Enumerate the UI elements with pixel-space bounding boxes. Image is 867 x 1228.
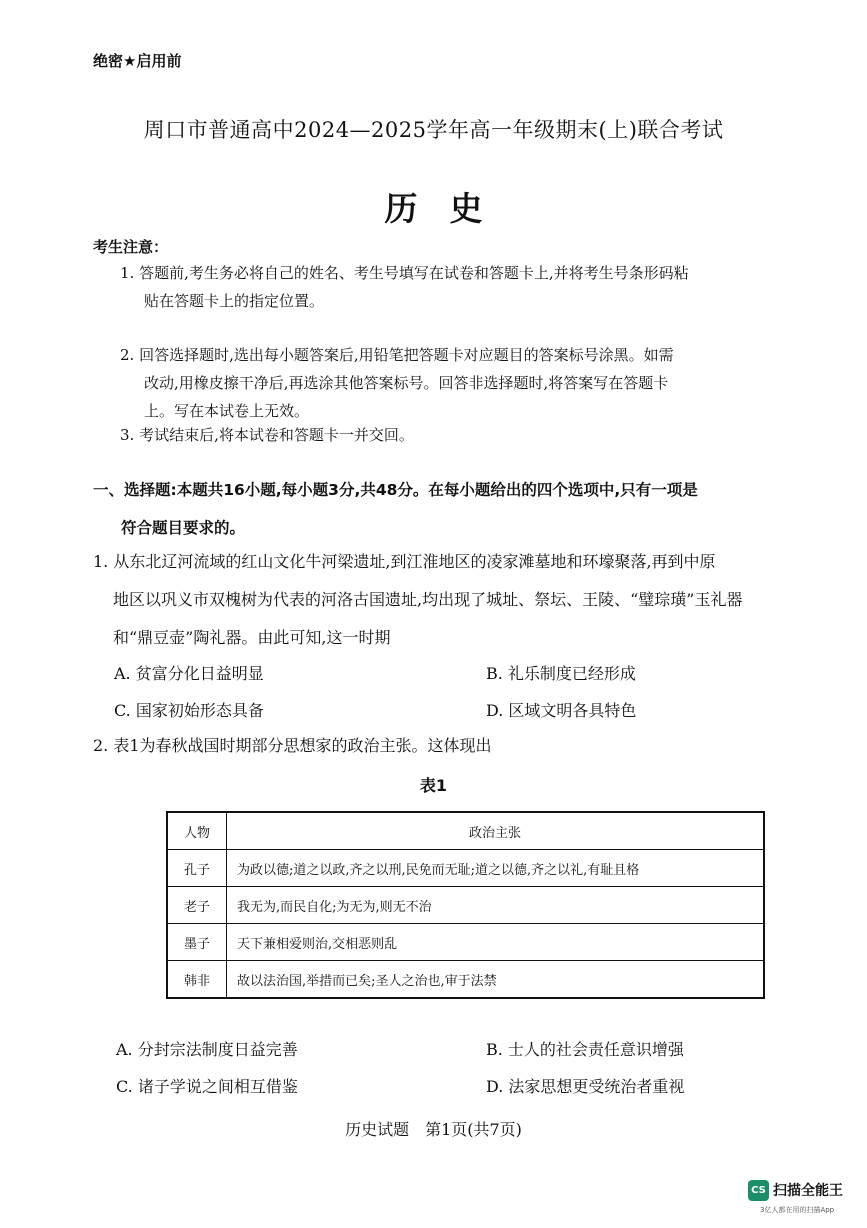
camscanner-tagline: 3亿人都在用的扫描App	[760, 1206, 835, 1214]
table-header-cell: 政治主张	[227, 812, 765, 850]
question-line: 和“鼎豆壶”陶礼器。由此可知,这一时期	[113, 628, 391, 647]
question-1-stem	[93, 543, 823, 657]
table-cell-person: 老子	[167, 887, 227, 924]
table-cell-policy: 天下兼相爱则治,交相恶则乱	[227, 924, 765, 961]
q2-option-d: D. 法家思想更受统治者重视	[486, 1077, 685, 1096]
question-line: 1. 从东北辽河流域的红山文化牛河梁遗址,到江淮地区的凌家滩墓地和环壕聚落,再到中原	[93, 552, 716, 571]
table-cell-person: 孔子	[167, 850, 227, 887]
question-line: 地区以巩义市双槐树为代表的河洛古国遗址,均出现了城址、祭坛、王陵、“璧琮璜”玉礼器	[113, 590, 743, 609]
section-line: 符合题目要求的。	[121, 519, 246, 537]
secret-mark: 绝密★启用前	[93, 52, 182, 70]
q2-option-c: C. 诸子学说之间相互借鉴	[116, 1077, 298, 1096]
table-cell-person: 韩非	[167, 961, 227, 999]
table-row	[167, 850, 764, 887]
table-row	[167, 961, 764, 999]
table-cell-policy: 我无为,而民自化;为无为,则无不治	[227, 887, 765, 924]
table-cell-policy: 为政以德;道之以政,齐之以刑,民免而无耻;道之以德,齐之以礼,有耻且格	[227, 850, 765, 887]
policy-table	[166, 811, 765, 999]
page-footer: 历史试题 第1页(共7页)	[345, 1120, 522, 1139]
notice-item-2	[120, 341, 820, 425]
table-cell-person: 墨子	[167, 924, 227, 961]
table-row	[167, 887, 764, 924]
notice-item-3	[120, 421, 820, 449]
notice-title: 考生注意：	[93, 238, 169, 256]
notice-item-line: 3. 考试结束后,将本试卷和答题卡一并交回。	[120, 426, 414, 444]
q2-option-a: A. 分封宗法制度日益完善	[116, 1040, 298, 1059]
section-heading	[93, 471, 823, 547]
notice-item-line: 上。写在本试卷上无效。	[144, 402, 310, 420]
q1-option-c: C. 国家初始形态具备	[114, 701, 264, 720]
exam-title: 周口市普通高中2024—2025学年高一年级期末(上)联合考试	[143, 118, 724, 142]
subject-title: 历史	[384, 189, 515, 228]
camscanner-name: 扫描全能王	[773, 1183, 843, 1199]
table-header-row	[167, 812, 764, 850]
section-line: 一、选择题:本题共16小题,每小题3分,共48分。在每小题给出的四个选项中,只有一项是	[93, 481, 698, 499]
q1-option-b: B. 礼乐制度已经形成	[486, 664, 636, 683]
table-header-cell: 人物	[167, 812, 227, 850]
camscanner-logo-icon: CS	[748, 1180, 769, 1201]
table-cell-policy: 故以法治国,举措而已矣;圣人之治也,审于法禁	[227, 961, 765, 999]
notice-item-line: 贴在答题卡上的指定位置。	[144, 292, 325, 310]
question-2-stem: 2. 表1为春秋战国时期部分思想家的政治主张。这体现出	[93, 736, 492, 755]
notice-item-1	[120, 259, 820, 315]
notice-item-line: 改动,用橡皮擦干净后,再选涂其他答案标号。回答非选择题时,将答案写在答题卡	[144, 374, 669, 392]
notice-item-line: 2. 回答选择题时,选出每小题答案后,用铅笔把答题卡对应题目的答案标号涂黑。如需	[120, 346, 674, 364]
q1-option-a: A. 贫富分化日益明显	[114, 664, 264, 683]
q2-option-b: B. 士人的社会责任意识增强	[486, 1040, 684, 1059]
table-row	[167, 924, 764, 961]
table-caption: 表1	[419, 776, 448, 795]
notice-item-line: 1. 答题前,考生务必将自己的姓名、考生号填写在试卷和答题卡上,并将考生号条形码粘	[120, 264, 689, 282]
q1-option-d: D. 区域文明各具特色	[486, 701, 637, 720]
